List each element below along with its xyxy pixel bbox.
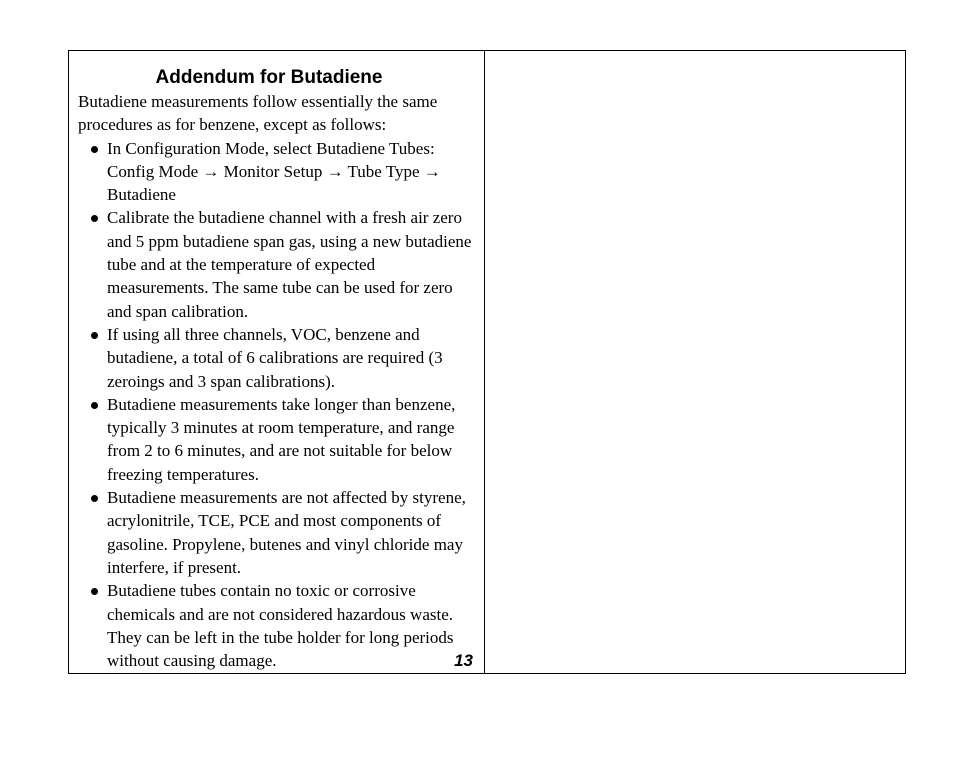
page-number: 13 — [454, 651, 473, 670]
bullet-item — [78, 137, 478, 207]
addendum-bullet-list — [78, 137, 478, 673]
bullet-icon — [91, 215, 98, 222]
bullet-icon — [91, 495, 98, 502]
bullet-item — [78, 206, 478, 322]
blank-right-panel — [485, 51, 905, 673]
addendum-panel — [69, 51, 485, 673]
bullet-item — [78, 579, 478, 672]
bullet-text: Butadiene measurements take longer than benzene, typically 3 minutes at room temperature, and range from 2 to 6 minutes, and are not suitable for below freezing temperatures. — [107, 394, 456, 484]
bullet-item — [78, 323, 478, 393]
bullet-text: If using all three channels, VOC, benzene and butadiene, a total of 6 calibrations are required (3 zeroings and 3 span calibrations). — [107, 324, 443, 391]
bullet-text: Butadiene tubes contain no toxic or corrosive chemicals and are not considered hazardous waste. They can be left in the tube holder for long periods without causing damage. — [107, 581, 454, 671]
bullet-icon — [91, 146, 98, 153]
bullet-icon — [91, 588, 98, 595]
bullet-icon — [91, 402, 98, 409]
bullet-icon — [91, 332, 98, 339]
page-frame — [68, 50, 906, 674]
bullet-item — [78, 486, 478, 579]
addendum-title: Addendum for Butadiene — [155, 67, 383, 88]
bullet-item — [78, 393, 478, 486]
bullet-text: Calibrate the butadiene channel with a fresh air zero and 5 ppm butadiene span gas, using a new butadiene tube and at the temperature of expected measurements. The same tube can be used for zero and span calibration. — [107, 208, 472, 321]
addendum-intro: Butadiene measurements follow essentially the same procedures as for benzene, except as follows: — [78, 92, 438, 135]
bullet-text: Butadiene measurements are not affected by styrene, acrylonitrile, TCE, PCE and most components of gasoline. Propylene, butenes and vinyl chloride may interfere, if present. — [107, 488, 466, 577]
bullet-text: In Configuration Mode, select Butadiene Tubes: Config Mode → Monitor Setup → Tube Type → Butadiene — [107, 138, 441, 205]
